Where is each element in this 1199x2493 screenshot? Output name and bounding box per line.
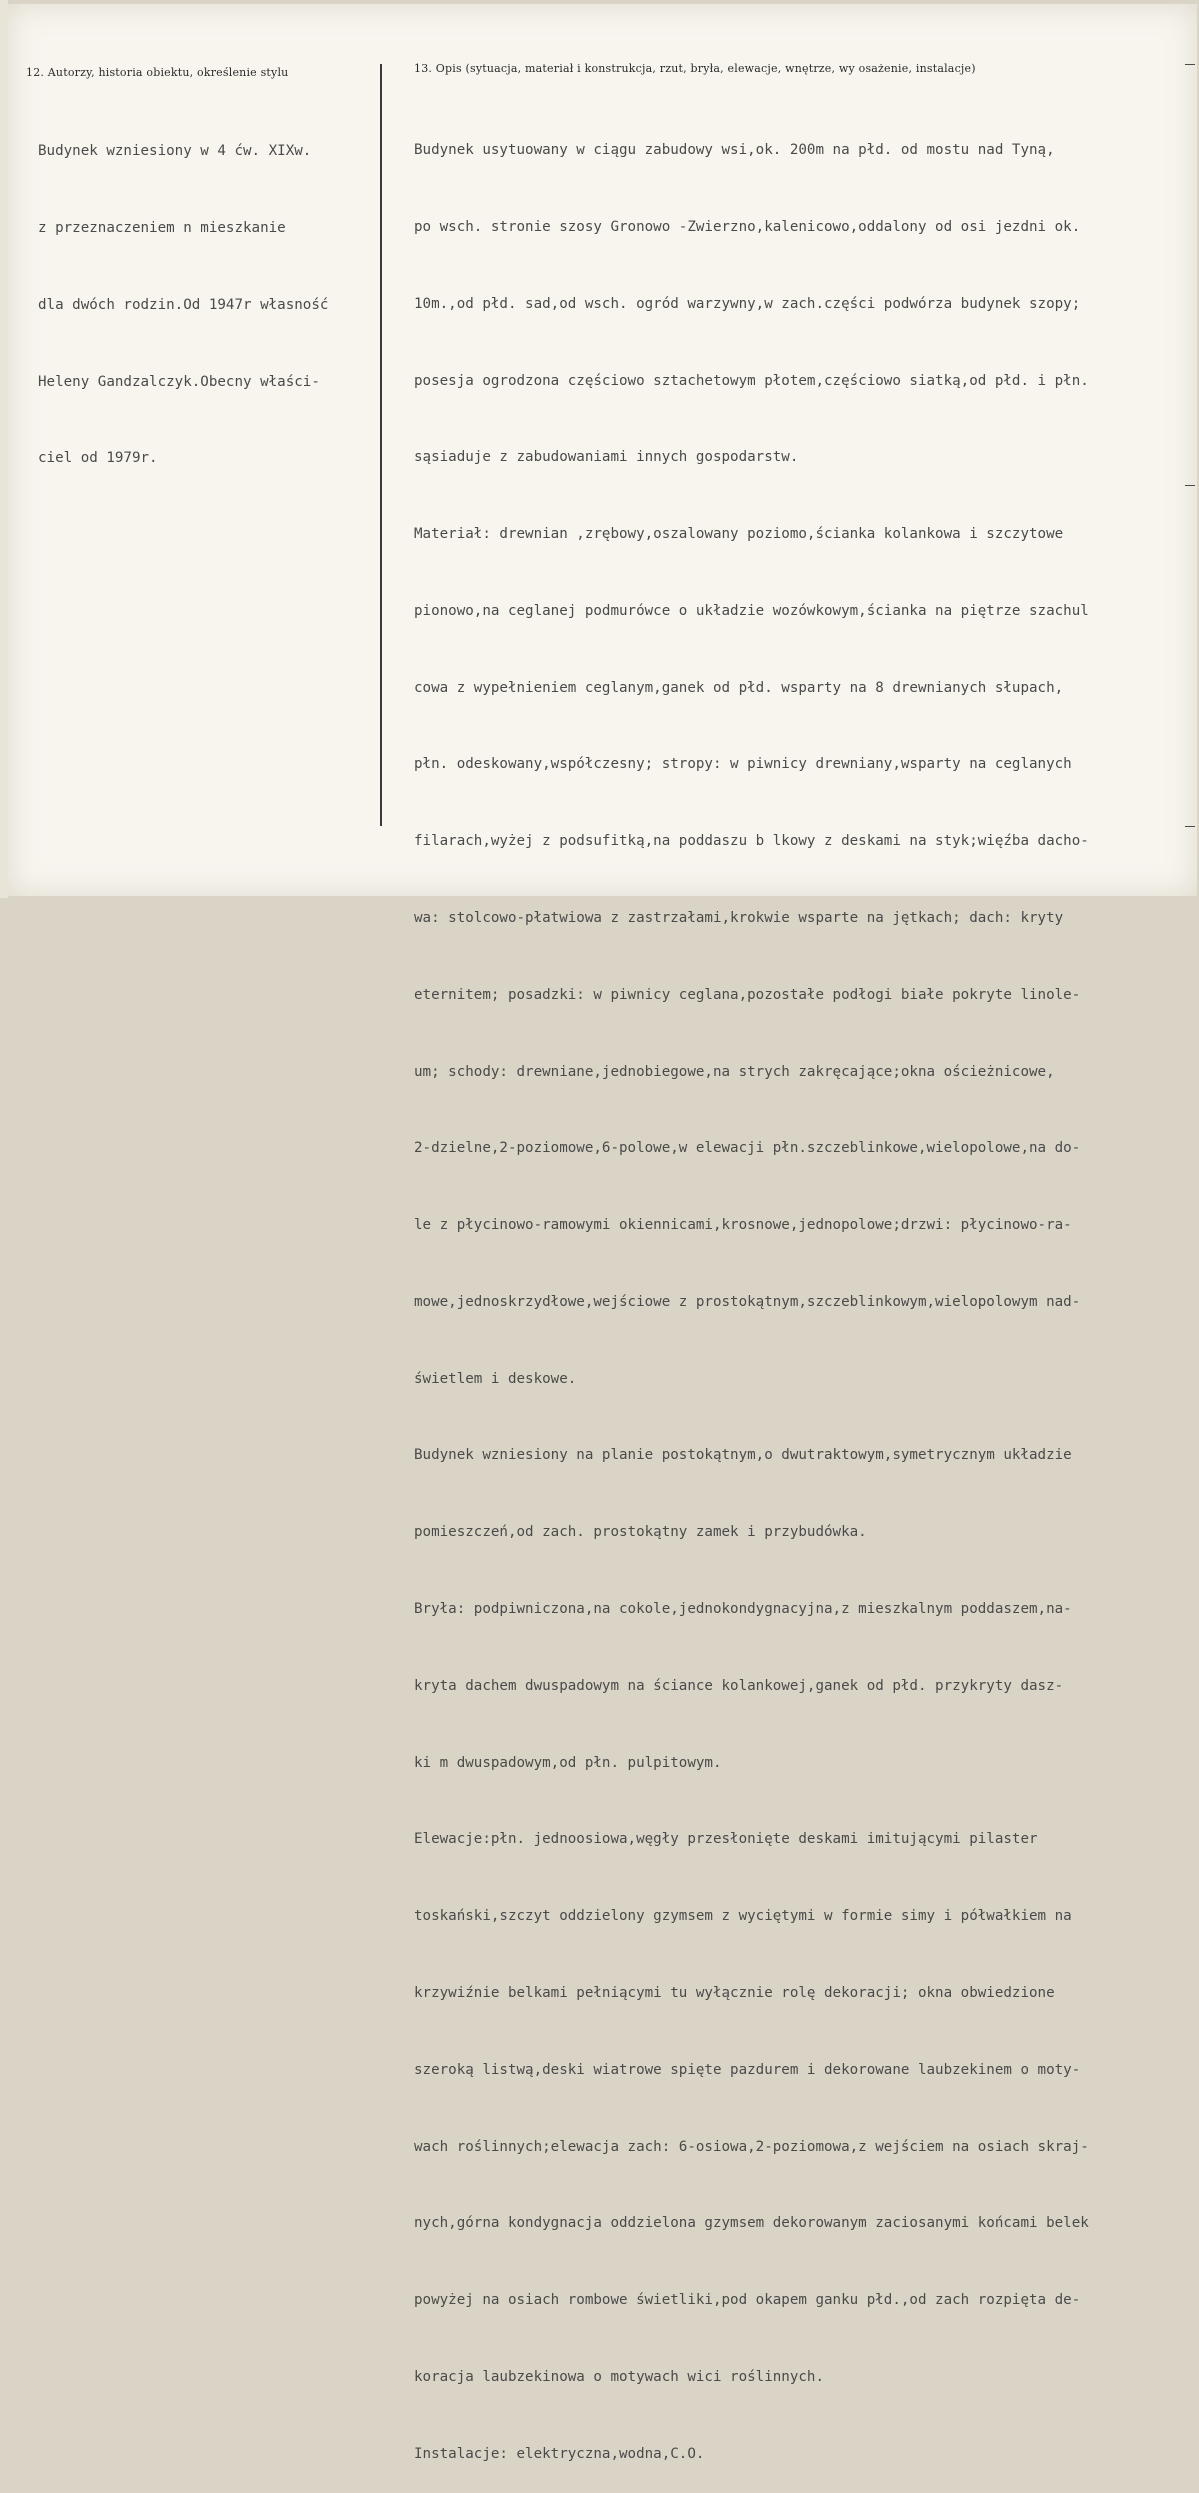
text-line: 2-dzielne,2-poziomowe,6-polowe,w elewacji płn.szczeblinkowe,wielopolowe,na do- bbox=[414, 1140, 1081, 1157]
text-line: Bryła: podpiwniczona,na cokole,jednokondygnacyjna,z mieszkalnym poddaszem,na- bbox=[414, 1601, 1072, 1618]
text-line: filarach,wyżej z podsufitką,na poddaszu b lkowy z deskami na styk;więźba dacho- bbox=[414, 833, 1089, 850]
text-line: eternitem; posadzki: w piwnicy ceglana,pozostałe podłogi białe pokryte linole- bbox=[414, 986, 1081, 1003]
text-line: ki m dwuspadowym,od płn. pulpitowym. bbox=[414, 1754, 722, 1771]
text-line: pomieszczeń,od zach. prostokątny zamek i przybudówka. bbox=[414, 1524, 867, 1541]
section-12-text bbox=[38, 88, 328, 498]
text-line: 10m.,od płd. sad,od wsch. ogród warzywny,w zach.części podwórza budynek szopy; bbox=[414, 295, 1081, 312]
text-line: ciel od 1979r. bbox=[38, 450, 158, 467]
text-line: cowa z wypełnieniem ceglanym,ganek od płd. wsparty na 8 drewnianych słupach, bbox=[414, 679, 1064, 696]
text-line: posesja ogrodzona częściowo sztachetowym płotem,częściowo siatką,od płd. i płn. bbox=[414, 372, 1089, 389]
text-line: pionowo,na ceglanej podmurówce o układzie wozówkowym,ścianka na piętrze szachul bbox=[414, 602, 1089, 619]
text-line: dla dwóch rodzin.Od 1947r własność bbox=[38, 296, 329, 313]
text-line: Budynek wzniesiony w 4 ćw. XIXw. bbox=[38, 143, 312, 160]
text-line: Instalacje: elektryczna,wodna,C.O. bbox=[414, 2445, 705, 2462]
text-line: koracja laubzekinowa o motywach wici roślinnych. bbox=[414, 2368, 824, 2385]
text-line: Elewacje:płn. jednoosiowa,węgły przesłonięte deskami imitującymi pilaster bbox=[414, 1831, 1038, 1848]
text-line: szeroką listwą,deski wiatrowe spięte pazdurem i dekorowane laubzekinem o moty- bbox=[414, 2061, 1081, 2078]
margin-tick bbox=[1185, 64, 1195, 65]
text-line: le z płycinowo-ramowymi okiennicami,krosnowe,jednopolowe;drzwi: płycinowo-ra- bbox=[414, 1217, 1072, 1234]
text-line: Budynek wzniesiony na planie postokątnym,o dwutraktowym,symetrycznym układzie bbox=[414, 1447, 1072, 1464]
margin-tick bbox=[1185, 485, 1195, 486]
text-line: Heleny Gandzalczyk.Obecny właści- bbox=[38, 373, 320, 390]
text-line: kryta dachem dwuspadowym na ściance kolankowej,ganek od płd. przykryty dasz- bbox=[414, 1677, 1064, 1694]
text-line: mowe,jednoskrzydłowe,wejściowe z prostokątnym,szczeblinkowym,wielopolowym nad- bbox=[414, 1293, 1081, 1310]
text-line: Materiał: drewnian ,zrębowy,oszalowany poziomo,ścianka kolankowa i szczytowe bbox=[414, 526, 1064, 543]
text-line: nych,górna kondygnacja oddzielona gzymsem dekorowanym zaciosanymi końcami belek bbox=[414, 2215, 1089, 2232]
text-line: wa: stolcowo-płatwiowa z zastrzałami,krokwie wsparte na jętkach; dach: kryty bbox=[414, 910, 1064, 926]
section-13-heading: 13. Opis (sytuacja, materiał i konstrukcja, rzut, bryła, elewacje, wnętrze, wy osażenie, instalacje) bbox=[414, 62, 976, 75]
text-line: powyżej na osiach rombowe świetliki,pod okapem ganku płd.,od zach rozpięta de- bbox=[414, 2292, 1081, 2309]
column-divider bbox=[380, 64, 382, 826]
section-13-text bbox=[414, 87, 1089, 2493]
text-line: toskański,szczyt oddzielony gzymsem z wyciętymi w formie simy i półwałkiem na bbox=[414, 1908, 1072, 1925]
text-line: sąsiaduje z zabudowaniami innych gospodarstw. bbox=[414, 449, 799, 466]
text-line: po wsch. stronie szosy Gronowo -Zwierzno,kalenicowo,oddalony od osi jezdni ok. bbox=[414, 218, 1081, 235]
text-line: z przeznaczeniem n mieszkanie bbox=[38, 219, 286, 236]
margin-tick bbox=[1185, 826, 1195, 827]
text-line: płn. odeskowany,współczesny; stropy: w piwnicy drewniany,wsparty na ceglanych bbox=[414, 756, 1072, 773]
text-line: Budynek usytuowany w ciągu zabudowy wsi,ok. 200m na płd. od mostu nad Tyną, bbox=[414, 142, 1055, 159]
text-line: um; schody: drewniane,jednobiegowe,na strych zakręcające;okna ościeżnicowe, bbox=[414, 1063, 1055, 1080]
text-line: krzywiźnie belkami pełniącymi tu wyłącznie rolę dekoracji; okna obwiedzione bbox=[414, 1984, 1055, 2001]
section-12-heading: 12. Autorzy, historia obiektu, określenie stylu bbox=[26, 66, 289, 79]
paper-edge bbox=[0, 0, 8, 898]
text-line: wach roślinnych;elewacja zach: 6-osiowa,2-poziomowa,z wejściem na osiach skraj- bbox=[414, 2138, 1089, 2155]
text-line: świetlem i deskowe. bbox=[414, 1370, 577, 1387]
